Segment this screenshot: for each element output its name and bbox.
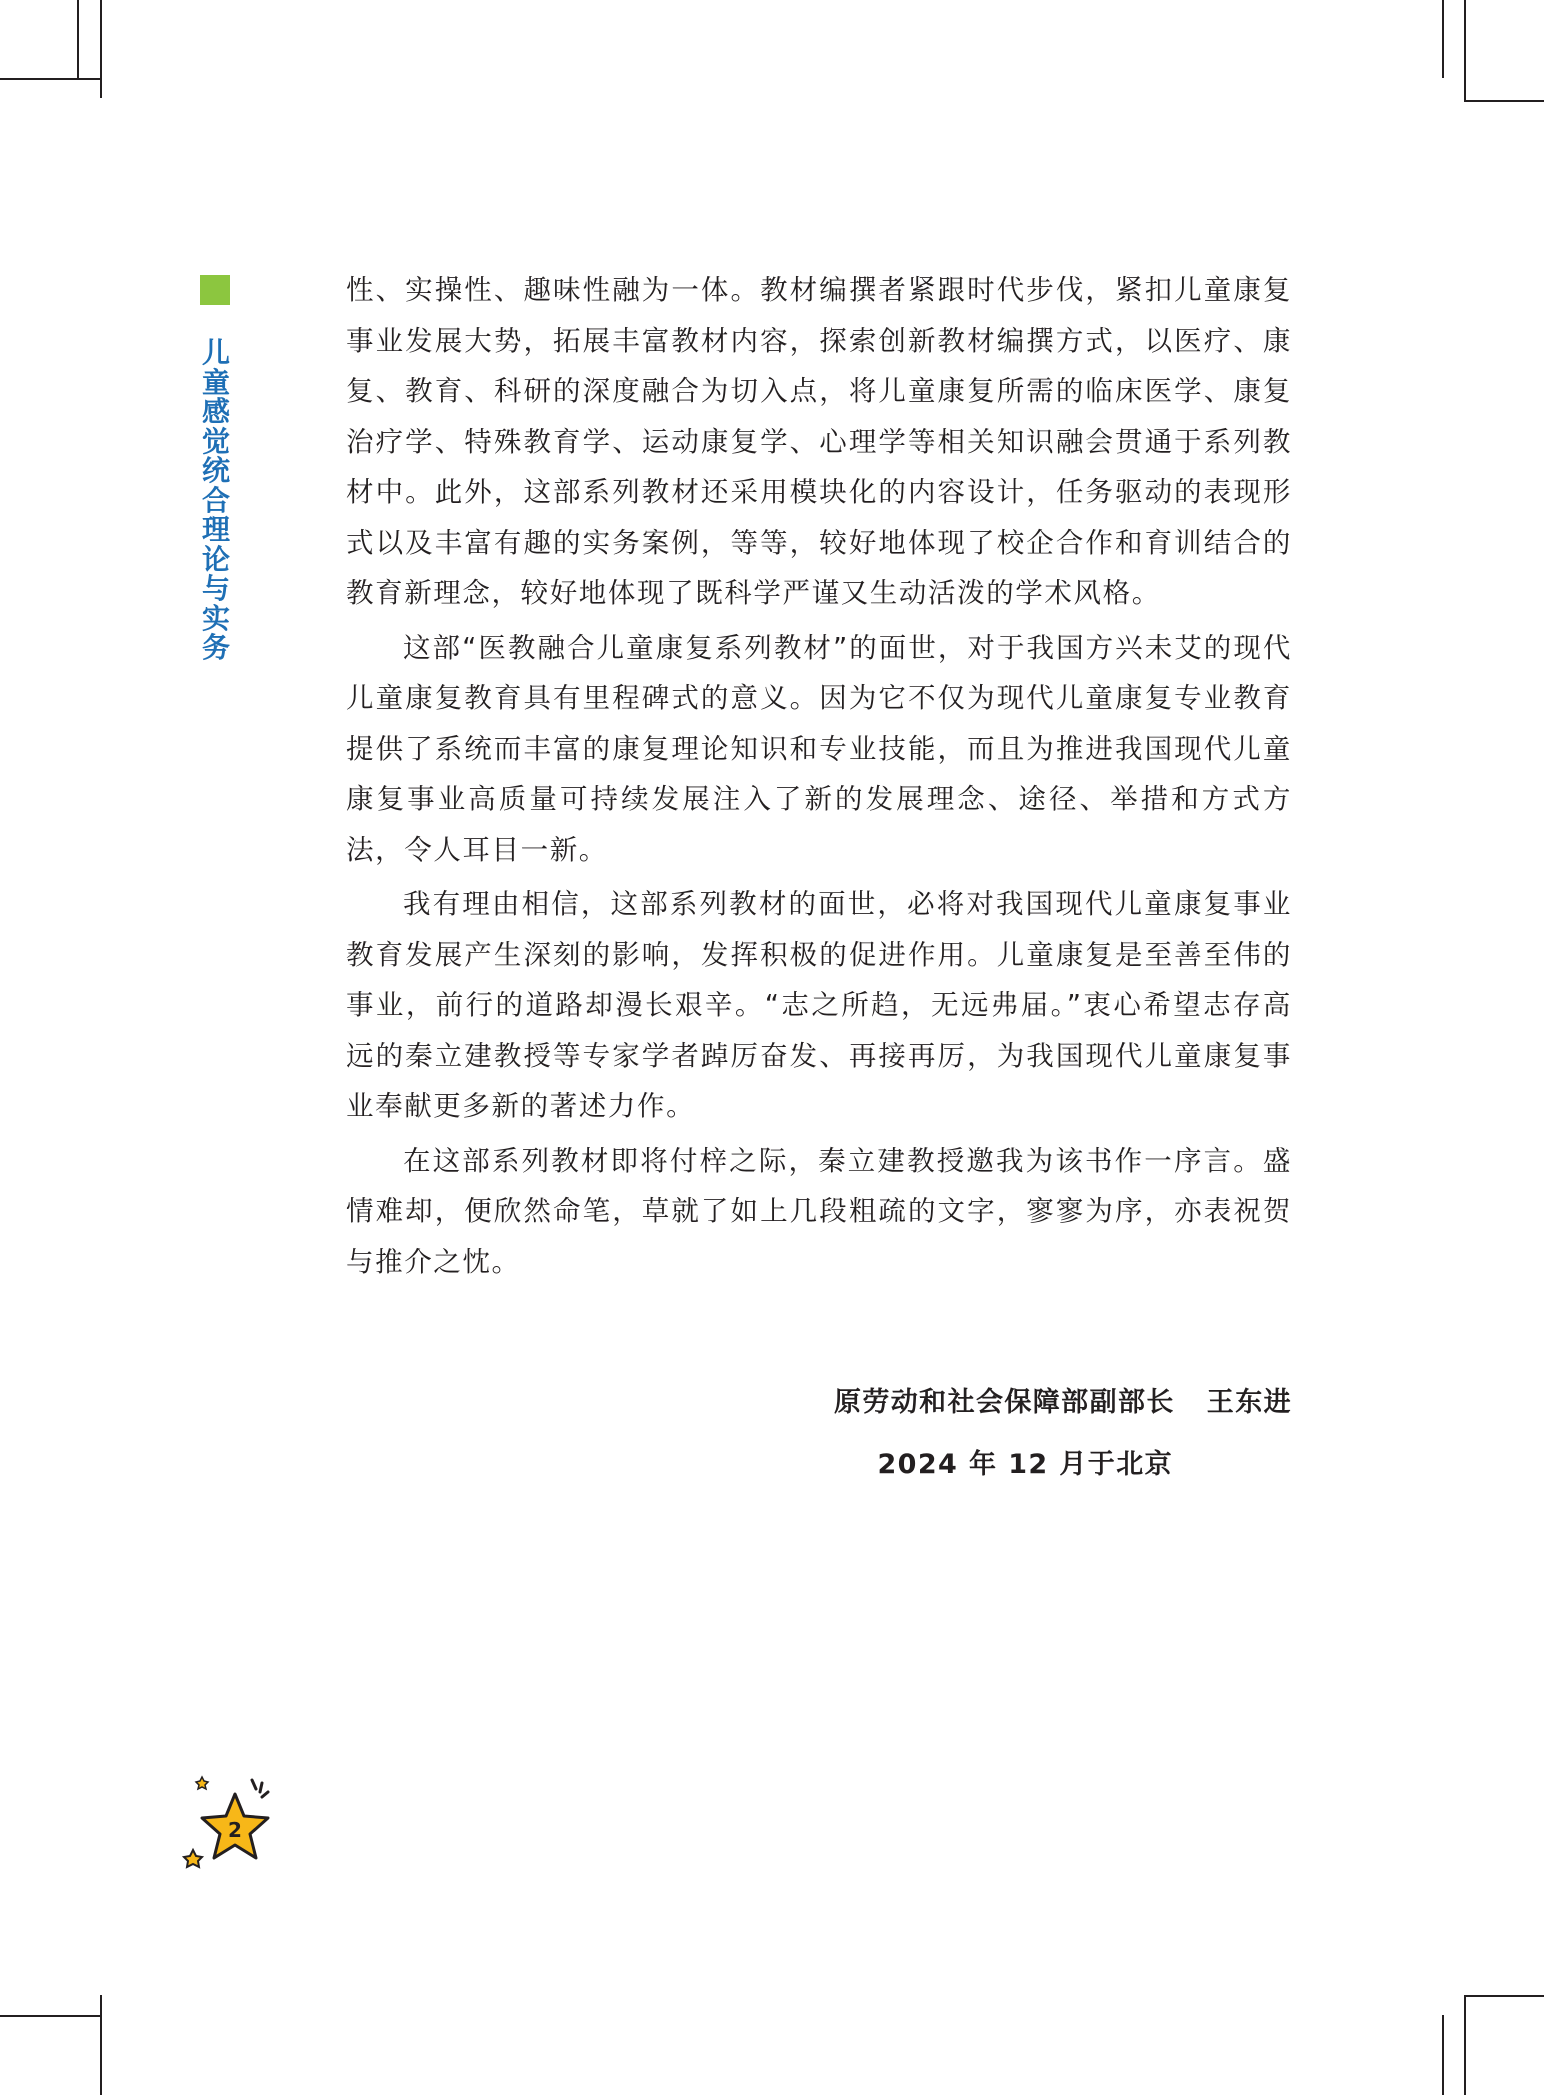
signature-date: 2024 年 12 月于北京 [877,1449,1173,1480]
crop-mark-top-left-v2 [77,0,79,78]
paragraph-2: 这部“医教融合儿童康复系列教材”的面世，对于我国方兴未艾的现代儿童康复教育具有里程碑式的意义。因为它不仅为现代儿童康复专业教育提供了系统而丰富的康复理论知识和专业技能，而且为推进我国现代儿童康复事业高质量可持续发展注入了新的发展理念、途径、举措和方式方法，令人耳目一新。 [346,631,1292,866]
signature-name: 王东进 [1206,1387,1292,1418]
crop-mark-top-right-v2 [1464,0,1466,100]
small-star-icon [184,1850,202,1867]
crop-mark-bottom-right-v2 [1464,1995,1466,2095]
paragraph-4: 在这部系列教材即将付梓之际，秦立建教授邀我为该书作一序言。盛情难却，便欣然命笔，草就了如上几段粗疏的文字，寥寥为序，亦表祝贺与推介之忱。 [346,1144,1292,1278]
crop-mark-top-right-h [1464,100,1544,102]
signature-line [834,1380,1292,1419]
side-running-title: 儿童感觉统合理论与实务 [201,336,230,664]
page-number-star-icon [180,1772,290,1882]
paragraph-1: 性、实操性、趣味性融为一体。教材编撰者紧跟时代步伐，紧扣儿童康复事业发展大势，拓展丰富教材内容，探索创新教材编撰方式，以医疗、康复、教育、科研的深度融合为切入点，将儿童康复所需的临床医学、康复治疗学、特殊教育学、运动康复学、心理学等相关知识融会贯通于系列教材中。此外，这部系列教材还采用模块化的内容设计，任务驱动的表现形式以及丰富有趣的实务案例，等等，较好地体现了校企合作和育训结合的教育新理念，较好地体现了既科学严谨又生动活泼的学术风格。 [346,274,1292,609]
sparkle-icon [252,1780,268,1797]
crop-mark-bottom-left-v [100,1995,102,2095]
signature-position: 原劳动和社会保障部副部长 [833,1387,1175,1418]
crop-mark-bottom-left-h [0,2015,102,2017]
crop-mark-top-right-v [1442,0,1444,78]
side-title-marker [200,275,230,305]
tiny-star-icon [196,1777,208,1789]
crop-mark-top-left-v [100,0,102,98]
preface-body [346,265,1292,1291]
crop-mark-bottom-right-h [1464,1995,1544,1997]
page-number: 2 [228,1818,242,1842]
paragraph-3: 我有理由相信，这部系列教材的面世，必将对我国现代儿童康复事业教育发展产生深刻的影响，发挥积极的促进作用。儿童康复是至善至伟的事业，前行的道路却漫长艰辛。“志之所趋，无远弗届。”衷心希望志存高远的秦立建教授等专家学者踔厉奋发、再接再厉，为我国现代儿童康复事业奉献更多新的著述力作。 [346,888,1292,1122]
crop-mark-top-left-h [0,78,102,80]
crop-mark-bottom-right-v [1442,2015,1444,2095]
